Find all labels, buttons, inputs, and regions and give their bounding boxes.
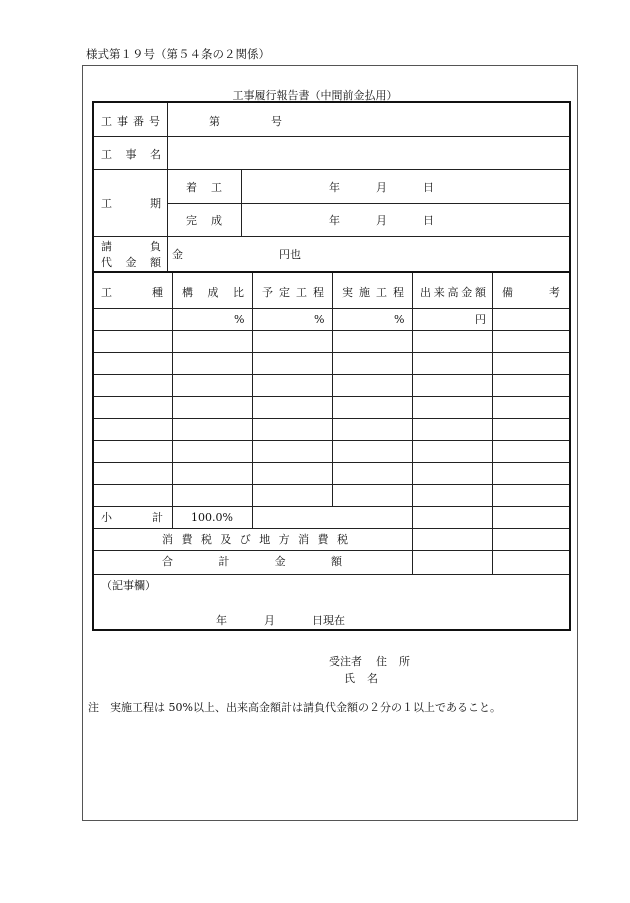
kansei-month: 月	[376, 214, 387, 227]
jusho-label: 住所	[376, 655, 410, 668]
enya-label: 円也	[279, 248, 301, 261]
ukeoi-label-line1: 請負	[101, 240, 161, 253]
chakkou-month: 月	[376, 181, 387, 194]
col-divider	[172, 273, 173, 528]
kansei-day: 日	[423, 214, 434, 227]
col-divider	[332, 273, 333, 506]
chakkou-day: 日	[423, 181, 434, 194]
form-number: 様式第１９号（第５４条の２関係）	[86, 47, 270, 61]
footnote: 注 実施工程は 50%以上、出来高金額計は請負代金額の２分の１以上であること。	[88, 701, 501, 714]
unit-yen: 円	[475, 313, 486, 326]
col-header-dekidaka: 出来高金額	[420, 286, 486, 299]
chakkou-year: 年	[329, 181, 340, 194]
col-divider	[412, 273, 413, 574]
dai-label: 第	[209, 115, 220, 128]
col-header-jisshi-koutei: 実施工程	[342, 286, 404, 299]
kansei-year: 年	[329, 214, 340, 227]
kansei-label: 完成	[186, 214, 222, 227]
unit-percent: %	[394, 313, 405, 326]
juchusha-label: 受注者	[329, 655, 362, 668]
row-divider	[94, 528, 569, 529]
ukeoi-label-line2: 代金額	[101, 256, 161, 269]
notes-year: 年	[216, 614, 227, 627]
tax-label: 消費税及び地方消費税	[162, 533, 348, 546]
subtotal-label: 小計	[101, 511, 163, 524]
notes-genzai: 日現在	[312, 614, 345, 627]
col-divider	[492, 273, 493, 574]
document-title: 工事履行報告書（中間前金払用）	[232, 89, 398, 102]
unit-percent: %	[234, 313, 245, 326]
chakkou-label: 着工	[186, 181, 222, 194]
row-divider	[94, 136, 569, 137]
kin-label: 金	[172, 248, 183, 261]
row-divider	[94, 169, 569, 170]
unit-percent: %	[314, 313, 325, 326]
gou-label: 号	[271, 115, 282, 128]
shimei-label: 氏名	[344, 672, 378, 685]
kijiran-label: （記事欄）	[101, 579, 156, 592]
notes-month: 月	[264, 614, 275, 627]
report-table	[92, 101, 571, 631]
row-divider	[94, 236, 569, 237]
kouji-bangou-label: 工事番号	[101, 115, 165, 128]
col-header-kouseihi: 構成比	[182, 286, 244, 299]
col-header-yotei-koutei: 予定工程	[262, 286, 324, 299]
col-divider	[167, 103, 168, 271]
row-divider	[94, 506, 569, 507]
total-label: 合計金額	[162, 555, 342, 568]
row-divider	[94, 550, 569, 551]
col-divider	[241, 169, 242, 236]
col-header-koushu: 工種	[101, 286, 163, 299]
row-divider	[167, 203, 569, 204]
kouki-label: 工期	[101, 197, 161, 210]
col-header-bikou: 備考	[502, 286, 560, 299]
col-divider	[252, 273, 253, 528]
row-divider	[94, 574, 569, 575]
kouji-mei-label: 工事名	[101, 148, 161, 161]
subtotal-ratio: 100.0%	[191, 511, 233, 524]
